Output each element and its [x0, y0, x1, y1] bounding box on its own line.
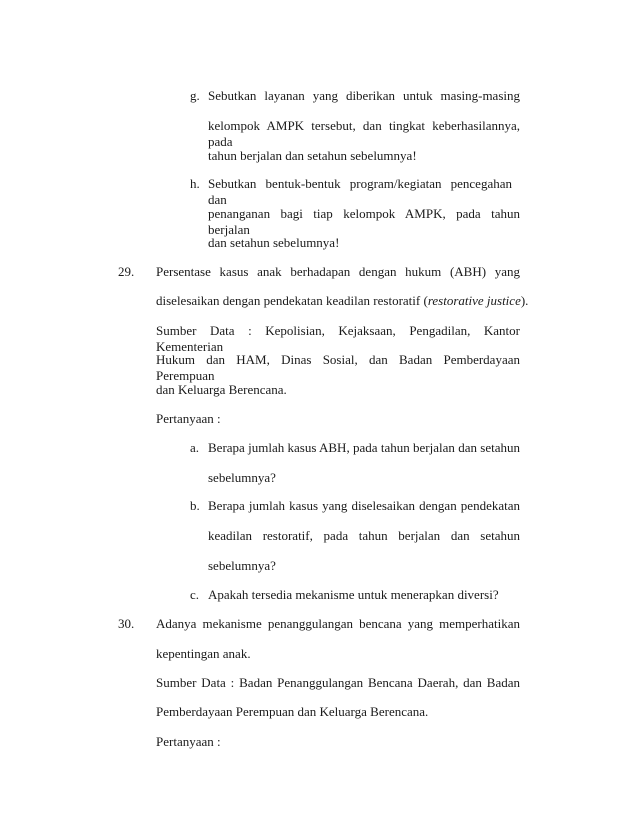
list-marker-b: b. — [190, 498, 200, 513]
item-30-line-2: kepentingan anak. — [156, 646, 251, 661]
item-29-line-2 — [156, 293, 528, 309]
item-29-source-line-1: Sumber Data : Kepolisian, Kejaksaan, Pengadilan, Kantor Kementerian — [156, 323, 520, 354]
item-30-source-line-1: Sumber Data : Badan Penanggulangan Bencana Daerah, dan Badan — [156, 675, 520, 690]
item-29-number: 29. — [118, 264, 135, 279]
question-a-line-2: sebelumnya? — [208, 470, 276, 485]
list-marker-g: g. — [190, 88, 200, 103]
item-h-line-2: penanganan bagi tiap kelompok AMPK, pada tahun berjalan — [208, 206, 520, 237]
question-b-line-3: sebelumnya? — [208, 558, 276, 573]
item-29-line-2-italic: restorative justice — [427, 293, 521, 308]
item-30-source-line-2: Pemberdayaan Perempuan dan Keluarga Berencana. — [156, 704, 429, 719]
item-h-line-1: Sebutkan bentuk-bentuk program/kegiatan pencegahan dan — [208, 176, 512, 207]
question-b-line-1: Berapa jumlah kasus yang diselesaikan dengan pendekatan — [208, 498, 520, 513]
item-29-line-2-prefix: diselesaikan dengan pendekatan keadilan restoratif ( — [156, 293, 428, 308]
list-marker-a: a. — [190, 440, 200, 455]
list-marker-c: c. — [190, 587, 200, 602]
question-c-line-1: Apakah tersedia mekanisme untuk menerapkan diversi? — [208, 587, 499, 602]
list-marker-h: h. — [190, 176, 200, 191]
item-29-source-line-3: dan Keluarga Berencana. — [156, 382, 287, 397]
item-g-line-2: kelompok AMPK tersebut, dan tingkat keberhasilannya, pada — [208, 118, 520, 149]
item-29-line-1: Persentase kasus anak berhadapan dengan hukum (ABH) yang — [156, 264, 520, 279]
question-b-line-2: keadilan restoratif, pada tahun berjalan dan setahun — [208, 528, 520, 543]
item-g-line-3: tahun berjalan dan setahun sebelumnya! — [208, 148, 417, 163]
item-29-source-line-2: Hukum dan HAM, Dinas Sosial, dan Badan Pemberdayaan Perempuan — [156, 352, 520, 383]
item-h-line-3: dan setahun sebelumnya! — [208, 235, 340, 250]
item-30-number: 30. — [118, 616, 135, 631]
item-29-questions-label: Pertanyaan : — [156, 411, 221, 426]
item-29-line-2-suffix: ). — [520, 293, 529, 308]
item-30-questions-label: Pertanyaan : — [156, 734, 221, 749]
item-30-line-1: Adanya mekanisme penanggulangan bencana yang memperhatikan — [156, 616, 520, 631]
question-a-line-1: Berapa jumlah kasus ABH, pada tahun berjalan dan setahun — [208, 440, 520, 455]
item-g-line-1: Sebutkan layanan yang diberikan untuk masing-masing — [208, 88, 520, 103]
